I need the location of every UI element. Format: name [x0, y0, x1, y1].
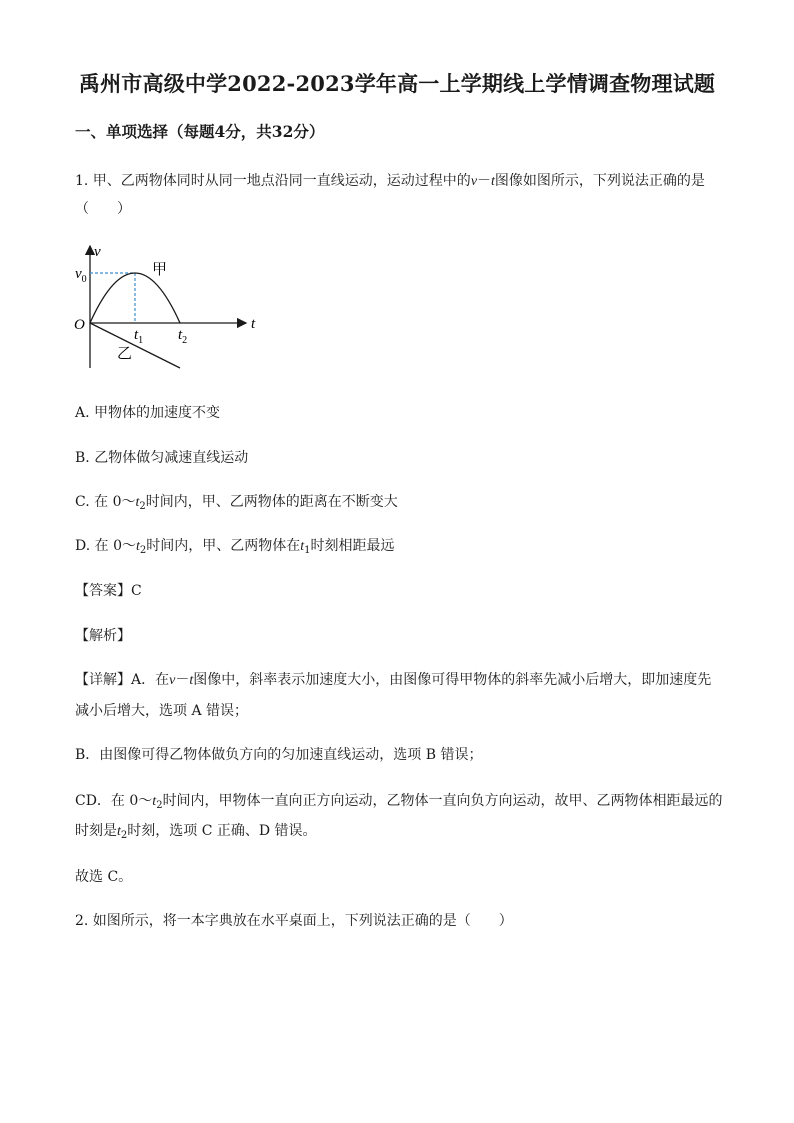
v0-label: $v_0$: [75, 266, 87, 285]
answer-value: C: [131, 583, 142, 599]
option-a: A. 甲物体的加速度不变: [75, 405, 221, 421]
detail-conclusion: 故选 C。: [75, 869, 133, 885]
question-2-stem: 2. 如图所示，将一本字典放在水平桌面上，下列说法正确的是（ ）: [75, 913, 513, 929]
detail-cd-line-2: 时刻是$t_2$时刻，选项 C 正确、D 错误。: [75, 823, 317, 841]
detail-b: B．由图像可得乙物体做负方向的匀加速直线运动，选项 B 错误；: [75, 747, 483, 763]
answer-line: [75, 580, 142, 600]
option-d: D. 在 $0\sim t_2$时间内，甲、乙两物体在$t_1$时刻相距最远: [75, 538, 395, 556]
question-1-bracket: （ ）: [75, 201, 131, 217]
t1-label: $t_1$: [134, 327, 144, 346]
vt-graph: [70, 238, 270, 373]
option-c: C. 在 $0\sim t_2$时间内，甲、乙两物体的距离在不断变大: [75, 494, 398, 512]
label-jia: 甲: [152, 260, 168, 278]
answer-tag: 【答案】: [75, 583, 131, 599]
detail-a-line-2: 减小后增大，选项 A 错误；: [75, 703, 249, 719]
t2-label: $t_2$: [178, 327, 188, 346]
detail-a-line-1: 【详解】A．在v－t图像中，斜率表示加速度大小，由图像可得甲物体的斜率先减小后增大，即加速度先: [75, 672, 712, 688]
section-heading: 一、单项选择（每题4分，共32分）: [75, 122, 325, 141]
origin-label: O: [74, 317, 85, 333]
page-title: 禹州市高级中学2022-2023学年高一上学期线上学情调查物理试题: [78, 71, 716, 96]
analysis-tag: 【解析】: [75, 628, 131, 644]
option-b: B. 乙物体做匀减速直线运动: [75, 450, 249, 466]
label-yi: 乙: [117, 344, 133, 362]
t-axis-label: t: [251, 316, 256, 332]
question-1-stem: 1. 甲、乙两物体同时从同一地点沿同一直线运动，运动过程中的v－t图像如图所示，下列说法正确的是: [75, 173, 705, 189]
detail-cd-line-1: CD．在 $0\sim t_2$时间内，甲物体一直向正方向运动，乙物体一直向负方向运动，故甲、乙两物体相距最远的: [75, 793, 723, 811]
v-axis-label: v: [94, 244, 101, 260]
